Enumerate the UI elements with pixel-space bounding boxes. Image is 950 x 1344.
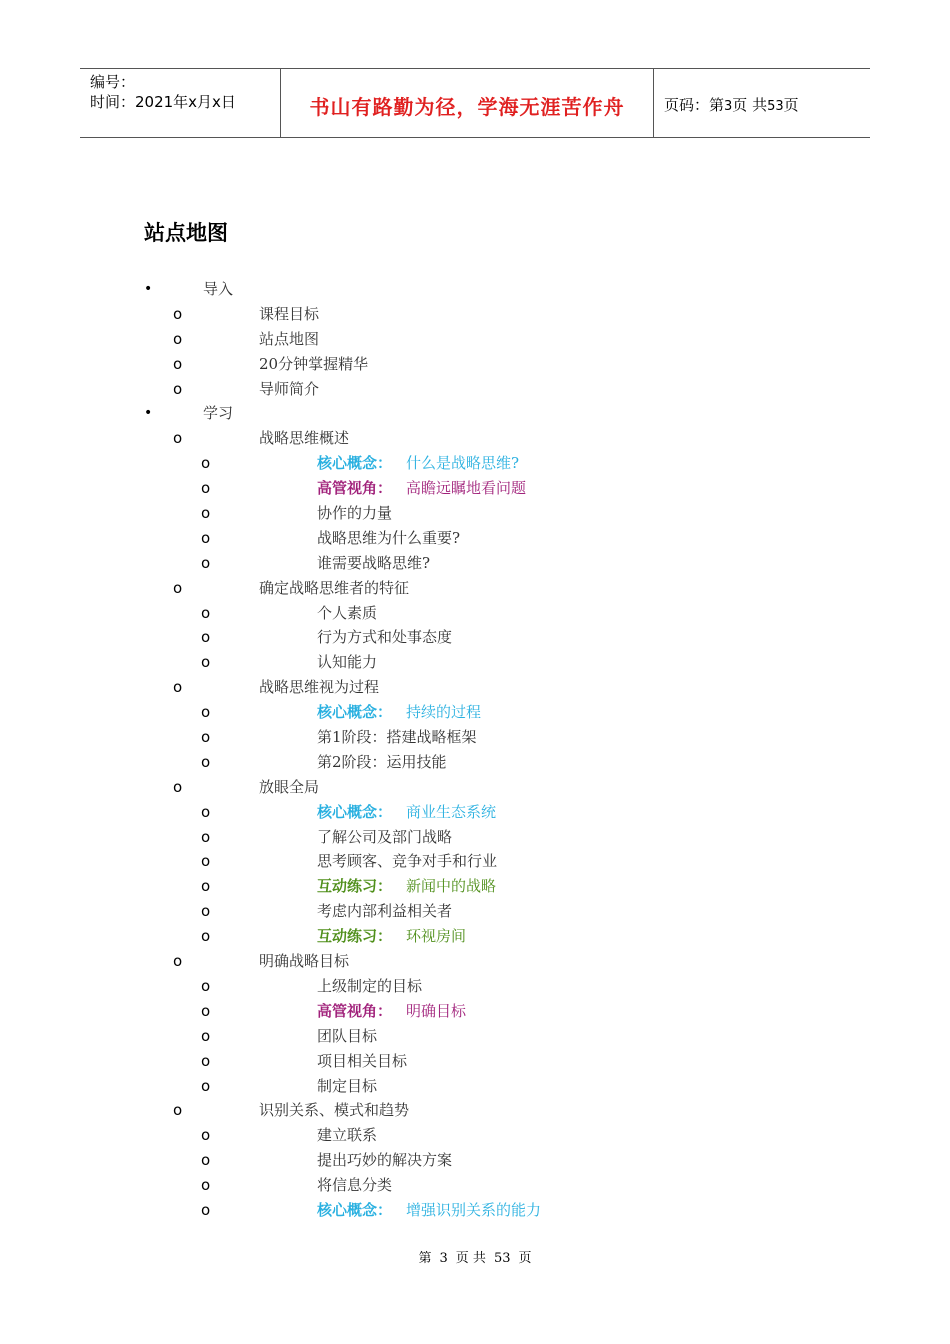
- item-label: 战略思维为什么重要?: [317, 528, 461, 547]
- circle-marker: o: [173, 429, 183, 448]
- sitemap-subtopic: [0, 874, 950, 899]
- circle-marker: o: [201, 1151, 211, 1170]
- item-tag-core: 核心概念：: [317, 802, 393, 821]
- sitemap-item-text: [317, 700, 481, 725]
- sitemap-subtopic: [0, 551, 950, 576]
- item-label: 上级制定的目标: [317, 976, 423, 995]
- sitemap-item-text: [317, 874, 496, 899]
- sitemap-subtopic: [0, 750, 950, 775]
- sitemap-subtopic: [0, 451, 950, 476]
- sitemap-topic: [0, 302, 950, 327]
- page-footer: [0, 1247, 950, 1266]
- footer-total-pages: 53: [493, 1251, 511, 1266]
- circle-marker: o: [173, 952, 183, 971]
- item-label: 增强识别关系的能力: [406, 1200, 542, 1219]
- item-label: 识别关系、模式和趋势: [259, 1101, 410, 1120]
- circle-marker: o: [173, 354, 183, 373]
- sitemap-item-text: [259, 949, 349, 974]
- sitemap-item-text: [259, 327, 319, 352]
- sitemap-subtopic: [0, 476, 950, 501]
- item-label: 将信息分类: [317, 1176, 393, 1195]
- circle-marker: o: [201, 827, 211, 846]
- sitemap-item-text: [259, 302, 319, 327]
- sitemap-item-text: [259, 675, 379, 700]
- page-title: 站点地图: [144, 221, 228, 245]
- sitemap-topic: [0, 327, 950, 352]
- sitemap-topic: [0, 377, 950, 402]
- item-label: 持续的过程: [406, 703, 482, 722]
- sitemap-section: [0, 401, 950, 426]
- sitemap-item-text: [317, 800, 496, 825]
- sitemap-item-text: [317, 849, 497, 874]
- item-label: 站点地图: [259, 329, 320, 348]
- item-label: 确定战略思维者的特征: [259, 578, 410, 597]
- sitemap-subtopic: [0, 849, 950, 874]
- sitemap-subtopic: [0, 1049, 950, 1074]
- circle-marker: o: [201, 454, 211, 473]
- item-label: 了解公司及部门战略: [317, 827, 453, 846]
- circle-marker: o: [201, 528, 211, 547]
- sitemap-item-text: [317, 526, 460, 551]
- item-label: 商业生态系统: [406, 802, 497, 821]
- circle-marker: o: [173, 678, 183, 697]
- sitemap-subtopic: [0, 1198, 950, 1223]
- sitemap-item-text: [317, 1173, 392, 1198]
- sitemap-subtopic: [0, 1074, 950, 1099]
- circle-marker: o: [201, 1051, 211, 1070]
- sitemap-subtopic: [0, 501, 950, 526]
- circle-marker: o: [201, 1001, 211, 1020]
- sitemap-subtopic: [0, 601, 950, 626]
- circle-marker: o: [173, 329, 183, 348]
- sitemap-subtopic: [0, 725, 950, 750]
- item-label: 制定目标: [317, 1076, 378, 1095]
- sitemap-item-text: [317, 999, 466, 1024]
- item-label: 明确目标: [406, 1001, 467, 1020]
- item-tag-exec: 高管视角：: [317, 1001, 393, 1020]
- item-label: 协作的力量: [317, 504, 393, 523]
- sitemap-item-text: [317, 1074, 377, 1099]
- circle-marker: o: [173, 1101, 183, 1120]
- sitemap-item-text: [317, 825, 452, 850]
- sitemap-topic: [0, 949, 950, 974]
- sitemap-item-text: [203, 277, 233, 302]
- sitemap-subtopic: [0, 700, 950, 725]
- number-label: 编号：: [90, 73, 136, 91]
- item-label: 放眼全局: [259, 777, 320, 796]
- sitemap-item-text: [317, 501, 392, 526]
- sitemap-item-text: [317, 1198, 541, 1223]
- sitemap-subtopic: [0, 974, 950, 999]
- item-tag-inter: 互动练习：: [317, 927, 393, 946]
- sitemap-item-text: [317, 601, 377, 626]
- sitemap-item-text: [259, 775, 319, 800]
- page-header: [80, 68, 870, 138]
- header-page-cell: [654, 69, 870, 137]
- bullet-marker: •: [144, 405, 153, 422]
- footer-current-page: 3: [439, 1251, 448, 1266]
- footer-suffix: 页: [518, 1251, 532, 1266]
- sitemap-item-text: [203, 401, 233, 426]
- footer-prefix: 第: [418, 1251, 432, 1266]
- sitemap-item-text: [317, 1049, 407, 1074]
- time-label: 时间：2021年x月x日: [90, 93, 236, 111]
- sitemap-subtopic: [0, 800, 950, 825]
- bullet-marker: •: [144, 281, 153, 297]
- item-label: 明确战略目标: [259, 952, 350, 971]
- circle-marker: o: [201, 1126, 211, 1145]
- sitemap-topic: [0, 775, 950, 800]
- item-label: 第1阶段：搭建战略框架: [317, 728, 477, 747]
- sitemap-subtopic: [0, 1173, 950, 1198]
- item-label: 高瞻远瞩地看问题: [406, 479, 527, 498]
- sitemap-item-text: [317, 899, 452, 924]
- circle-marker: o: [201, 852, 211, 871]
- sitemap-item-text: [259, 352, 368, 377]
- sitemap-subtopic: [0, 999, 950, 1024]
- footer-mid: 页 共: [455, 1251, 486, 1266]
- item-label: 环视房间: [406, 927, 467, 946]
- item-tag-inter: 互动练习：: [317, 877, 393, 896]
- sitemap-topic: [0, 675, 950, 700]
- item-label: 建立联系: [317, 1126, 378, 1145]
- item-label: 新闻中的战略: [406, 877, 497, 896]
- header-page-number: 页码：第3页 共53页: [664, 96, 799, 114]
- header-motto-cell: [281, 69, 654, 137]
- sitemap-item-text: [259, 576, 409, 601]
- circle-marker: o: [201, 802, 211, 821]
- circle-marker: o: [201, 877, 211, 896]
- sitemap-item-text: [317, 750, 447, 775]
- circle-marker: o: [201, 902, 211, 921]
- sitemap-subtopic: [0, 625, 950, 650]
- sitemap-item-text: [317, 1024, 377, 1049]
- item-label: 导师简介: [259, 379, 320, 398]
- sitemap-topic: [0, 1098, 950, 1123]
- motto-text: 书山有路勤为径，学海无涯苦作舟: [309, 95, 625, 119]
- sitemap-subtopic: [0, 924, 950, 949]
- sitemap-item-text: [317, 551, 430, 576]
- item-tag-core: 核心概念：: [317, 454, 393, 473]
- circle-marker: o: [201, 1026, 211, 1045]
- item-label: 战略思维视为过程: [259, 678, 380, 697]
- circle-marker: o: [173, 777, 183, 796]
- sitemap-item-text: [317, 650, 377, 675]
- sitemap-item-text: [317, 924, 466, 949]
- item-label: 认知能力: [317, 653, 378, 672]
- item-label: 个人素质: [317, 603, 378, 622]
- sitemap-item-text: [259, 1098, 409, 1123]
- circle-marker: o: [173, 304, 183, 323]
- sitemap-subtopic: [0, 526, 950, 551]
- circle-marker: o: [201, 728, 211, 747]
- item-label: 20分钟掌握精华: [259, 354, 369, 373]
- circle-marker: o: [201, 752, 211, 771]
- item-label: 学习: [203, 404, 234, 423]
- item-label: 思考顾客、竞争对手和行业: [317, 852, 498, 871]
- item-label: 战略思维概述: [259, 429, 350, 448]
- sitemap-item-text: [317, 974, 422, 999]
- sitemap-subtopic: [0, 825, 950, 850]
- circle-marker: o: [201, 1076, 211, 1095]
- item-tag-core: 核心概念：: [317, 1200, 393, 1219]
- circle-marker: o: [201, 1176, 211, 1195]
- sitemap-topic: [0, 352, 950, 377]
- sitemap-item-text: [317, 476, 526, 501]
- item-label: 团队目标: [317, 1026, 378, 1045]
- sitemap-item-text: [317, 725, 477, 750]
- item-label: 项目相关目标: [317, 1051, 408, 1070]
- header-meta-cell: [80, 69, 281, 137]
- item-label: 考虑内部利益相关者: [317, 902, 453, 921]
- circle-marker: o: [201, 703, 211, 722]
- circle-marker: o: [201, 504, 211, 523]
- sitemap-subtopic: [0, 1024, 950, 1049]
- sitemap-section: [0, 277, 950, 302]
- sitemap-subtopic: [0, 899, 950, 924]
- item-label: 导入: [203, 280, 234, 298]
- sitemap-list: [0, 277, 950, 1223]
- item-label: 课程目标: [259, 304, 320, 323]
- item-label: 行为方式和处事态度: [317, 628, 453, 647]
- circle-marker: o: [201, 628, 211, 647]
- circle-marker: o: [201, 976, 211, 995]
- sitemap-subtopic: [0, 1148, 950, 1173]
- item-label: 谁需要战略思维?: [317, 553, 431, 572]
- sitemap-item-text: [317, 625, 452, 650]
- circle-marker: o: [201, 653, 211, 672]
- sitemap-topic: [0, 426, 950, 451]
- item-tag-exec: 高管视角：: [317, 479, 393, 498]
- circle-marker: o: [201, 927, 211, 946]
- circle-marker: o: [201, 1200, 211, 1219]
- circle-marker: o: [173, 578, 183, 597]
- sitemap-subtopic: [0, 1123, 950, 1148]
- circle-marker: o: [201, 553, 211, 572]
- item-label: 第2阶段：运用技能: [317, 752, 447, 771]
- item-label: 提出巧妙的解决方案: [317, 1151, 453, 1170]
- circle-marker: o: [173, 379, 183, 398]
- circle-marker: o: [201, 603, 211, 622]
- sitemap-item-text: [317, 1123, 377, 1148]
- sitemap-topic: [0, 576, 950, 601]
- sitemap-item-text: [317, 451, 519, 476]
- circle-marker: o: [201, 479, 211, 498]
- sitemap-item-text: [317, 1148, 452, 1173]
- item-label: 什么是战略思维?: [406, 454, 520, 473]
- sitemap-subtopic: [0, 650, 950, 675]
- sitemap-item-text: [259, 426, 349, 451]
- item-tag-core: 核心概念：: [317, 703, 393, 722]
- sitemap-item-text: [259, 377, 319, 402]
